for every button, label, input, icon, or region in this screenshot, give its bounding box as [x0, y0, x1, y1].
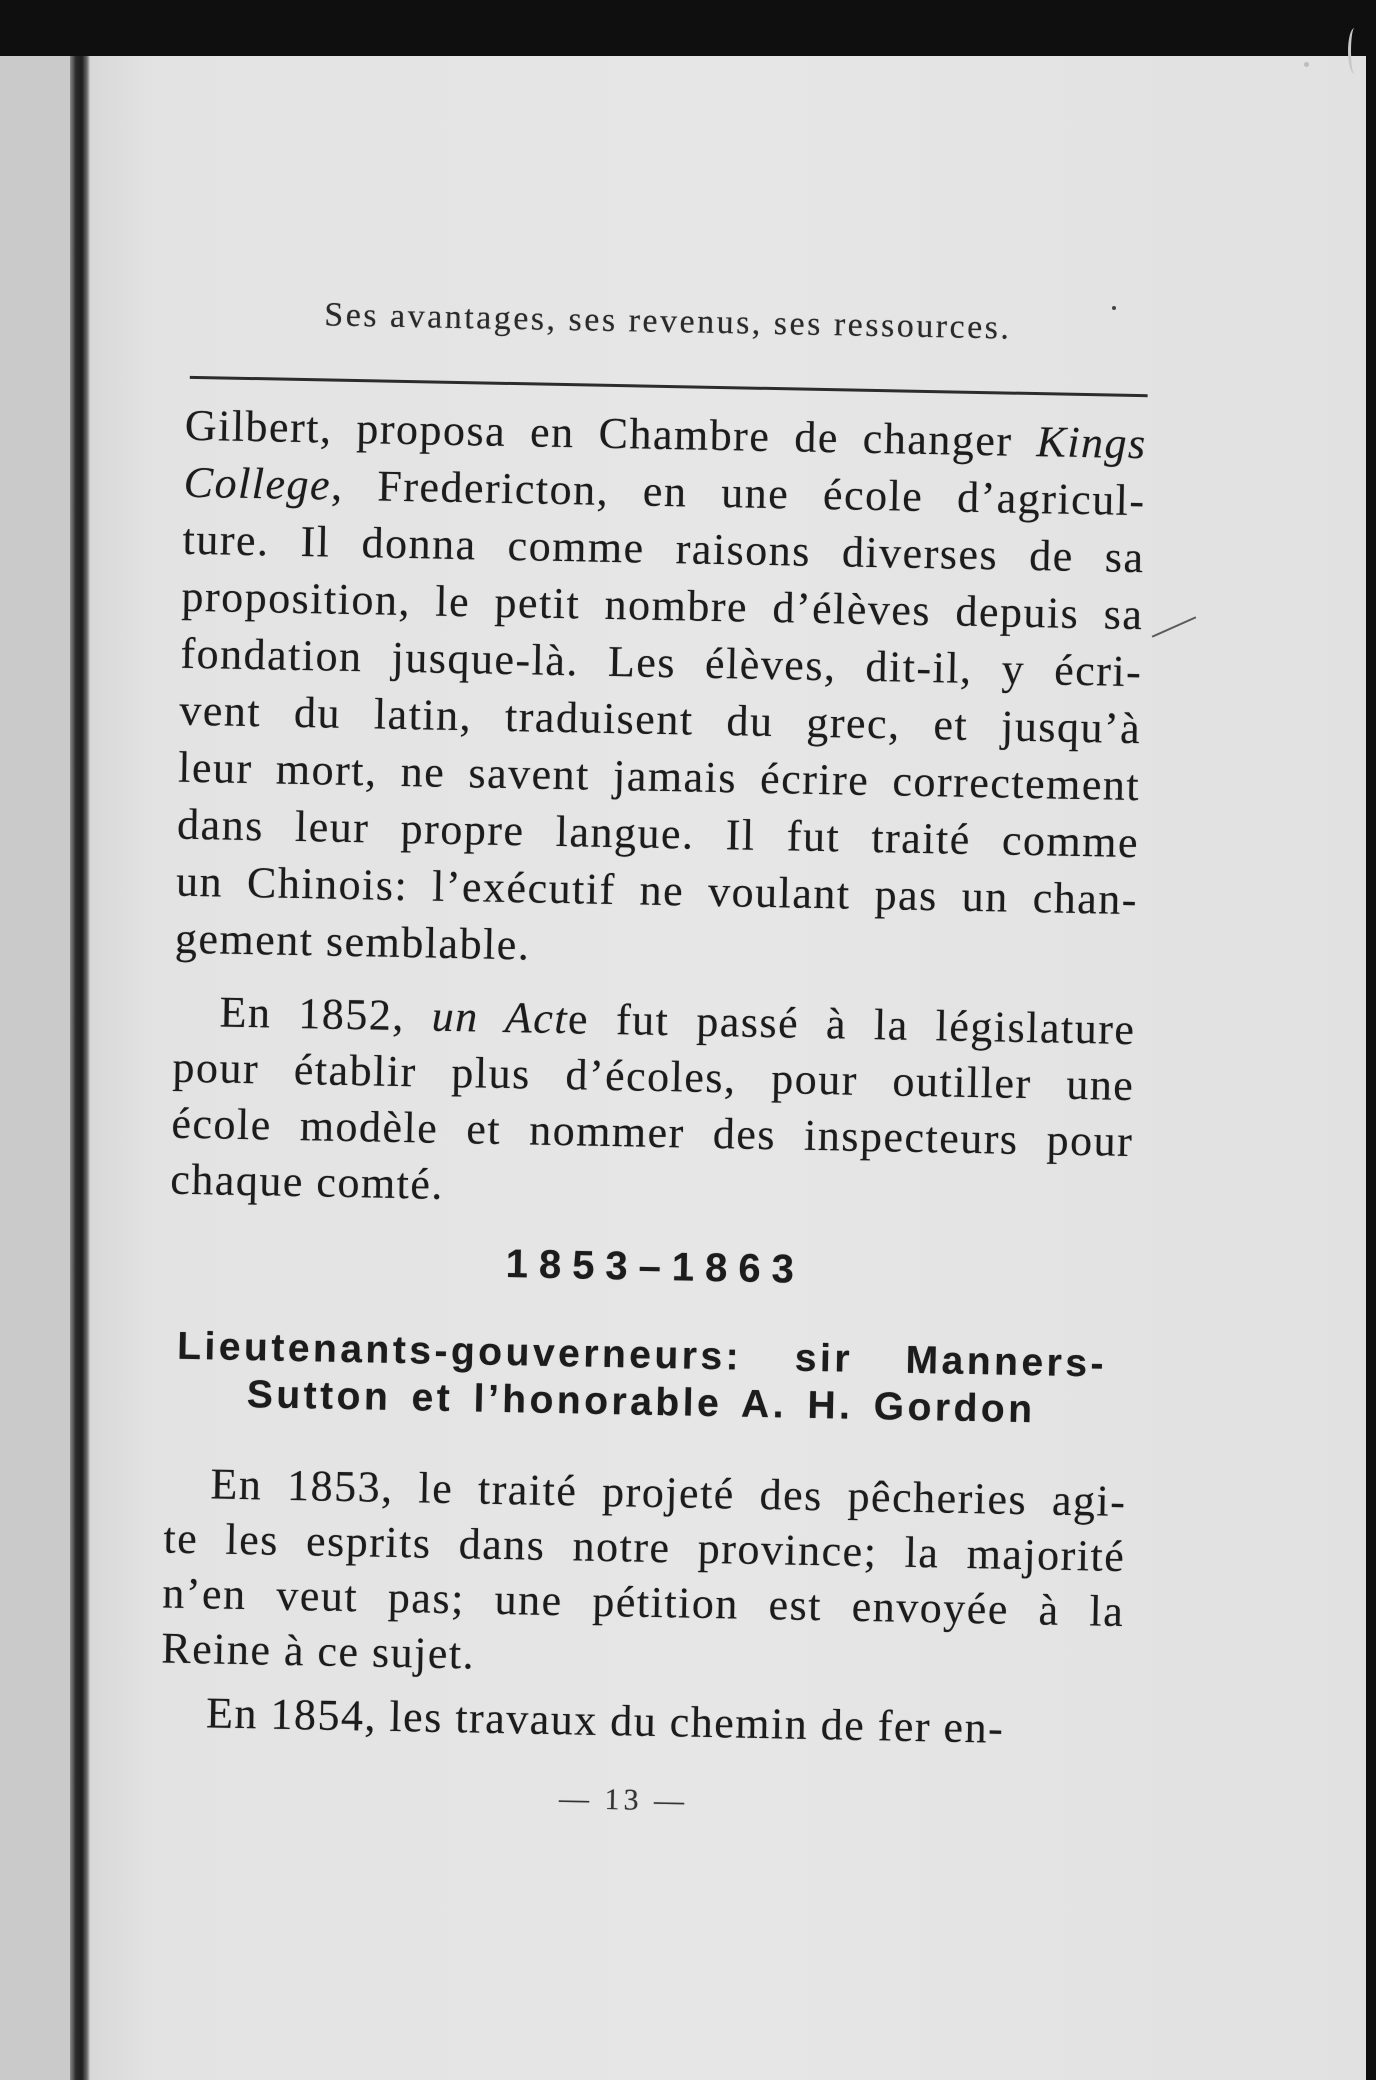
- page-spine-edge: [70, 56, 90, 2080]
- page-number: — 13 —: [558, 1782, 689, 1818]
- text-span: fondation jusque-là. Les élèves, dit-il, y écri-: [180, 628, 1143, 697]
- text-span: Gilbert, proposa en Chambre de changer: [184, 400, 1037, 467]
- text-line: [160, 1685, 1123, 1758]
- text-span: te les esprits dans notre province; la majorité: [163, 1513, 1126, 1581]
- text-span: un Chinois: l’exécutif ne voulant pas un chan-: [175, 856, 1139, 925]
- paragraph: [170, 984, 1136, 1226]
- text-span: ture. Il donna comme raisons diverses de sa: [182, 514, 1145, 583]
- text-span: leur mort, ne savent jamais écrire correctement: [177, 742, 1141, 811]
- text-span: e fut passé à la législature: [567, 994, 1136, 1055]
- text-span: pour établir plus d’écoles, pour outiller une: [172, 1042, 1135, 1111]
- subheading-line: Sutton et l’honorable A. H. Gordon: [246, 1373, 1036, 1432]
- scan-speck: [1304, 62, 1309, 67]
- running-head: Ses avantages, ses revenus, ses ressources.: [324, 296, 1012, 347]
- italic-text: College: [183, 457, 332, 510]
- scan-speck: [1348, 28, 1361, 74]
- scan-left-margin: [0, 56, 72, 2080]
- text-span: En 1854, les travaux du chemin de fer en-: [205, 1688, 1005, 1753]
- page-text-block: [158, 271, 1150, 1849]
- text-span: proposition, le petit nombre d’élèves depuis sa: [181, 571, 1144, 640]
- italic-text: Kings: [1036, 417, 1148, 469]
- text-span: En 1853, le traité projeté des pêcheries agi-: [210, 1459, 1127, 1527]
- text-span: dans leur propre langue. Il fut traité comme: [176, 799, 1140, 868]
- scan-right-border: [1366, 0, 1376, 2080]
- text-span: vent du latin, traduisent du grec, et jusqu’à: [178, 685, 1142, 754]
- text-span: école modèle et nommer des inspecteurs pour: [170, 1098, 1134, 1167]
- paragraph: [161, 1456, 1127, 1694]
- text-span: En 1852,: [219, 987, 433, 1041]
- subheading-line: Lieutenants-gouverneurs: sir Manners-: [176, 1324, 1108, 1386]
- section-subheading: [176, 1323, 1108, 1435]
- text-span: gement semblable.: [174, 913, 531, 970]
- italic-text: un Act: [431, 991, 569, 1044]
- text-span: chaque comté.: [169, 1154, 445, 1209]
- text-span: n’en veut pas; une pétition est envoyée à la: [161, 1568, 1125, 1636]
- section-heading: 1853–1863: [505, 1242, 806, 1292]
- text-span: Reine à ce sujet.: [160, 1623, 476, 1679]
- header-rule: [190, 376, 1148, 397]
- paragraph: [160, 1685, 1123, 1758]
- paragraph: [174, 397, 1147, 985]
- scan-top-border: [0, 0, 1376, 56]
- text-span: , Fredericton, en une école d’agricul-: [330, 460, 1147, 526]
